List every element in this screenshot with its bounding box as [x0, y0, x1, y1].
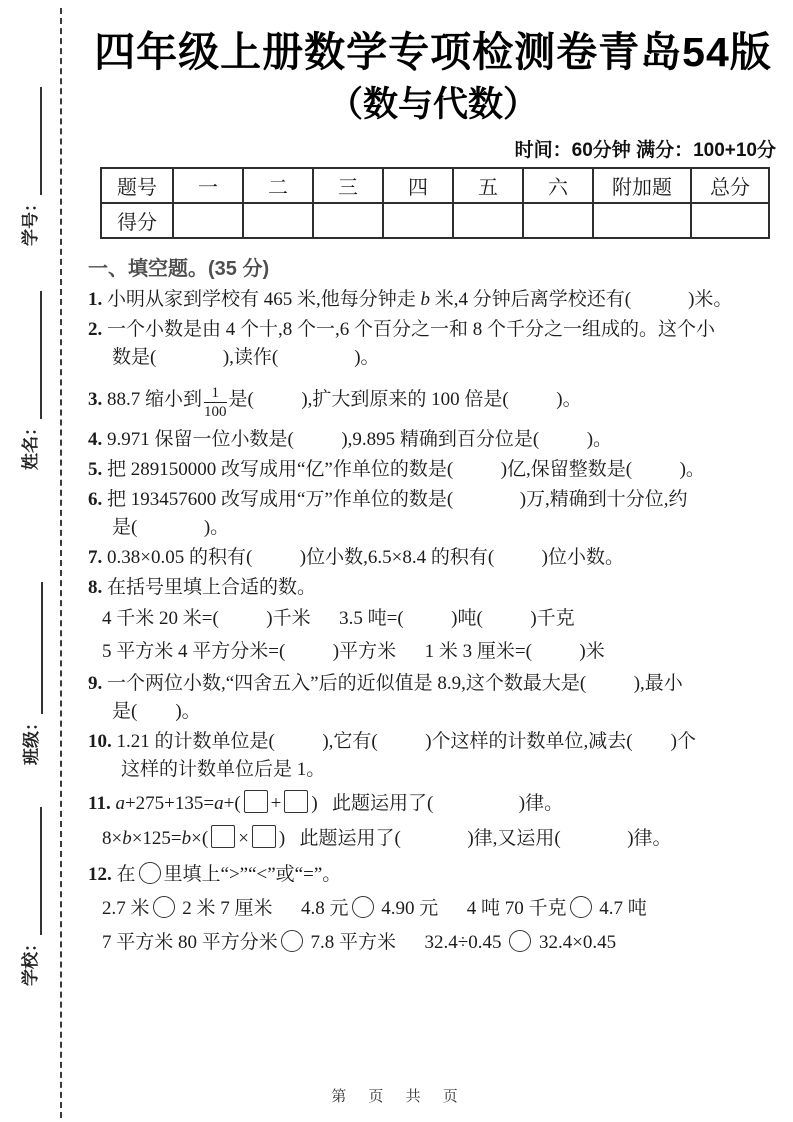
paper-content	[88, 0, 778, 962]
question-number: 5.	[88, 459, 107, 481]
answer-box	[211, 825, 235, 848]
question-text: 数是( ),读作( )。	[112, 347, 380, 369]
question-12-line-3	[102, 926, 778, 960]
class-field	[17, 569, 43, 765]
student-number-field	[16, 76, 42, 246]
question-text: 是( )。	[112, 517, 230, 539]
score-cell-empty	[313, 203, 383, 238]
score-table-header-cell: 一	[173, 168, 243, 203]
score-table-header-cell: 二	[243, 168, 313, 203]
question-text: 把 289150000 改写成用“亿”作单位的数是( )亿,保留整数是( )。	[107, 459, 705, 481]
question-10-line-2	[121, 756, 778, 784]
question-12-line-2	[102, 892, 778, 926]
question-text: 2.7 米	[102, 898, 150, 920]
score-cell-empty	[691, 203, 769, 238]
score-cell-empty	[523, 203, 593, 238]
compare-circle	[153, 896, 175, 918]
score-table-score-row	[101, 203, 769, 238]
question-number: 2.	[88, 319, 107, 341]
score-cell-empty	[383, 203, 453, 238]
score-table-header-cell: 三	[313, 168, 383, 203]
variable: a	[115, 793, 125, 815]
question-9	[88, 670, 778, 726]
student-number-label: 学号：	[21, 195, 40, 246]
fraction	[204, 385, 227, 421]
question-number: 1.	[88, 289, 107, 311]
question-2-line-2	[112, 344, 778, 372]
score-table-header-cell: 六	[523, 168, 593, 203]
question-text: 这样的计数单位后是 1。	[121, 759, 326, 781]
school-blank	[20, 807, 42, 935]
question-1	[88, 286, 778, 314]
question-4-line-1	[88, 426, 778, 454]
score-table-header-row	[101, 168, 769, 203]
question-text: 7.8 平方米 32.4÷0.45	[305, 932, 507, 954]
question-text: 0.38×0.05 的积有( )位小数,6.5×8.4 的积有( )位小数。	[107, 547, 624, 569]
question-2	[88, 316, 778, 372]
margin-dashed-line	[60, 8, 62, 1118]
question-text: ) 此题运用了( )律,又运用( )律。	[278, 828, 672, 850]
question-12	[88, 858, 778, 960]
score-table-header-cell: 总分	[691, 168, 769, 203]
student-name-label: 姓名：	[21, 419, 40, 470]
compare-circle	[509, 930, 531, 952]
school-label: 学校：	[21, 935, 40, 986]
question-text: 里填上“>”“<”或“=”。	[163, 864, 342, 886]
question-11-line-2	[102, 821, 778, 856]
question-number: 10.	[88, 731, 117, 753]
question-2-line-1	[88, 316, 778, 344]
question-8-line-1	[88, 574, 778, 602]
page-footer: 第 页 共 页	[331, 1088, 462, 1105]
question-12-line-1	[88, 858, 778, 892]
score-table-header-cell: 四	[383, 168, 453, 203]
question-text: 是( ),扩大到原来的 100 倍是( )。	[228, 389, 582, 411]
section-heading: 一、填空题。(35 分)	[88, 258, 270, 281]
score-table-header-cell: 附加题	[593, 168, 691, 203]
answer-box	[244, 790, 268, 813]
question-text: 小明从家到学校有 465 米,他每分钟走	[107, 289, 421, 311]
question-7-line-1	[88, 544, 778, 572]
question-number: 8.	[88, 577, 107, 599]
compare-circle	[139, 862, 161, 884]
question-10-line-1	[88, 728, 778, 756]
exam-meta: 时间：60分钟 满分：100+10分	[514, 140, 776, 162]
question-text: +275+135=	[124, 793, 215, 815]
question-8	[88, 574, 778, 668]
compare-circle	[281, 930, 303, 952]
variable: b	[420, 289, 431, 311]
question-11	[88, 786, 778, 856]
question-text: 在	[116, 864, 136, 886]
question-11-line-1	[88, 786, 778, 821]
question-10	[88, 728, 778, 784]
question-1-line-1	[88, 286, 778, 314]
question-5	[88, 456, 778, 484]
question-3-line-1	[88, 378, 778, 422]
question-text: 32.4×0.45	[534, 932, 617, 954]
question-number: 4.	[88, 429, 107, 451]
question-6-line-1	[88, 486, 778, 514]
fraction-denominator: 100	[204, 404, 227, 421]
question-8-line-3	[102, 635, 778, 668]
question-6-line-2	[112, 514, 778, 542]
question-text: +(	[223, 793, 241, 815]
question-text: 一个两位小数,“四舍五入”后的近似值是 8.9,这个数最大是( ),最小	[107, 673, 683, 695]
question-text: ) 此题运用了( )律。	[311, 793, 564, 815]
question-text: ×(	[191, 828, 209, 850]
question-text: 7 平方米 80 平方分米	[102, 932, 278, 954]
student-number-blank	[20, 87, 42, 195]
score-table-header-cell: 五	[453, 168, 523, 203]
question-number: 9.	[88, 673, 107, 695]
score-table	[100, 167, 770, 239]
question-text: 米,4 分钟后离学校还有( )米。	[430, 289, 733, 311]
question-number: 3.	[88, 389, 107, 411]
page-subtitle: （数与代数）	[327, 85, 538, 125]
question-text: +	[270, 793, 282, 815]
score-cell-empty	[173, 203, 243, 238]
question-text: 在括号里填上合适的数。	[107, 577, 317, 599]
student-name-field	[16, 280, 42, 470]
question-7	[88, 544, 778, 572]
question-text: 一个小数是由 4 个十,8 个一,6 个百分之一和 8 个千分之一组成的。这个小	[107, 319, 716, 341]
question-5-line-1	[88, 456, 778, 484]
variable: b	[122, 828, 132, 850]
compare-circle	[570, 896, 592, 918]
question-text: 把 193457600 改写成用“万”作单位的数是( )万,精确到十分位,约	[107, 489, 688, 511]
question-number: 7.	[88, 547, 107, 569]
question-text: 88.7 缩小到	[107, 389, 203, 411]
questions-list	[88, 286, 778, 960]
page-title: 四年级上册数学专项检测卷青岛54版	[94, 29, 772, 75]
score-cell-empty	[593, 203, 691, 238]
question-9-line-2	[112, 698, 778, 726]
fraction-numerator: 1	[204, 385, 227, 404]
question-8-line-2	[102, 602, 778, 635]
variable: b	[181, 828, 192, 850]
answer-box	[284, 790, 308, 813]
question-text: ×	[238, 828, 249, 850]
question-text: 是( )。	[112, 701, 201, 723]
score-cell-empty	[243, 203, 313, 238]
question-text: ×125=	[131, 828, 182, 850]
class-label: 班级：	[22, 714, 41, 765]
score-table-corner-label: 题号	[101, 168, 173, 203]
question-number: 11.	[88, 793, 116, 815]
question-text: 4.7 吨	[594, 898, 647, 920]
question-4	[88, 426, 778, 454]
question-text: 5 平方米 4 平方分米=( )平方米 1 米 3 厘米=( )米	[102, 641, 605, 663]
question-text: 2 米 7 厘米 4.8 元	[177, 898, 349, 920]
answer-box	[252, 825, 276, 848]
score-cell-empty	[453, 203, 523, 238]
student-name-blank	[20, 291, 42, 419]
question-9-line-1	[88, 670, 778, 698]
score-row-label: 得分	[101, 203, 173, 238]
compare-circle	[352, 896, 374, 918]
question-6	[88, 486, 778, 542]
question-text: 4 千米 20 米=( )千米 3.5 吨=( )吨( )千克	[102, 608, 575, 630]
class-blank	[21, 582, 43, 714]
question-number: 6.	[88, 489, 107, 511]
question-text: 4.90 元 4 吨 70 千克	[376, 898, 567, 920]
question-text: 8×	[102, 828, 123, 850]
question-text: 1.21 的计数单位是( ),它有( )个这样的计数单位,减去( )个	[116, 731, 696, 753]
school-field	[16, 796, 42, 986]
question-text: 9.971 保留一位小数是( ),9.895 精确到百分位是( )。	[107, 429, 613, 451]
question-number: 12.	[88, 864, 117, 886]
question-3	[88, 378, 778, 422]
variable: a	[214, 793, 224, 815]
